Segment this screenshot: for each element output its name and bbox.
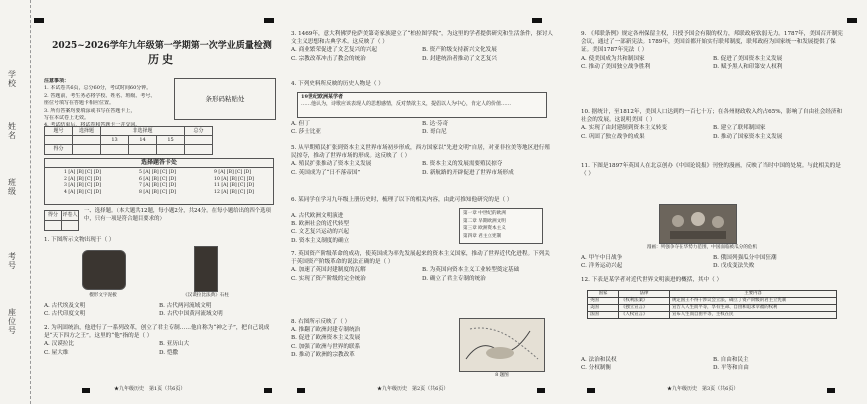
question-4 — [291, 80, 553, 88]
table-cell: 英国 — [588, 298, 619, 305]
notice-line: 2. 答题前，考生务必将学校、姓名、班级、考号、 — [44, 92, 156, 99]
option[interactable]: C. 文艺复兴运动的兴起 — [291, 229, 349, 236]
option[interactable]: B. 资产阶级支持新兴文化发展 — [422, 47, 497, 54]
tablet-image — [82, 250, 126, 290]
question-2 — [44, 324, 274, 357]
answer-card-column[interactable]: 5 [A] [B] [C] [D] 6 [A] [B] [C] [D] 7 [A] [B] [C] [D] 8 [A] [B] [C] [D] — [139, 170, 177, 195]
route-map — [459, 318, 545, 372]
option[interactable]: B. 自由和民主 — [713, 357, 749, 363]
exam-title: 2025~2026学年九年级第一学期第一次学业质量检测 — [52, 41, 272, 51]
option[interactable]: D. 哥白尼 — [422, 129, 447, 136]
option[interactable]: A. 但丁 — [291, 121, 310, 127]
question-11 — [581, 162, 845, 178]
table-cell: 宣告人人生而平等，享有生命、自由和追求幸福的权利 — [670, 305, 837, 312]
page-footer: ★九年级历史 第1页（共6页） — [114, 386, 186, 392]
option[interactable]: C. 实现了资产阶级的完全统治 — [291, 275, 366, 282]
score-cell — [101, 145, 129, 154]
option[interactable]: C. 推动了美国独立战争胜利 — [581, 63, 651, 70]
score-cell — [185, 145, 213, 154]
law-table — [587, 290, 837, 319]
score-cell — [45, 136, 73, 145]
cartoon-image — [659, 204, 737, 244]
source-box — [297, 92, 547, 118]
question-stem: 9. 《邦联条例》规定各州保留主权，只授予国会有限的权力，邦联政府软弱无力。1787年，美国召开制宪会议，通过了一部新宪法。1789年，美国首都开始实行联邦制度，联邦政府为国家统一和发展提供了保证。美国1787年宪法（ ） — [581, 31, 843, 54]
option[interactable]: B. 为英国向资本主义工业转型奠定基础 — [422, 267, 520, 274]
option[interactable]: C. 洋务运动兴起 — [581, 263, 623, 270]
question-5 — [291, 144, 553, 177]
option[interactable]: C. 古代印度文明 — [44, 311, 86, 318]
question-10 — [581, 108, 845, 141]
option[interactable]: C. 屋大维 — [44, 349, 69, 356]
option[interactable]: B. 促进了欧洲资本主义发展 — [291, 335, 361, 342]
answer-card-column[interactable]: 1 [A] [B] [C] [D] 2 [A] [B] [C] [D] 3 [A] [B] [C] [D] 4 [A] [B] [C] [D] — [64, 170, 101, 195]
question-1-options — [44, 302, 274, 318]
contents-line: 第一章 中世纪的欧洲 — [463, 211, 506, 216]
table-header: 国家 — [588, 291, 619, 298]
option[interactable]: D. 平等和自由 — [713, 365, 749, 372]
contents-line: 第四章 君主立宪制 — [463, 233, 502, 239]
cartoon-caption: 漫画：列强争夺在华势力范围，中国面临被瓜分的危机 — [646, 245, 758, 250]
option[interactable]: D. 赋予黑人和印第安人权利 — [713, 63, 783, 70]
source-head: 19世纪欧洲某学者 — [301, 94, 343, 100]
notice-block — [44, 78, 169, 130]
option[interactable]: D. 确立了君主专制的统治 — [422, 275, 486, 282]
table-row — [588, 298, 837, 305]
score-table — [44, 126, 213, 155]
table-cell: 法国 — [588, 312, 619, 319]
option[interactable]: A. 使美国成为共和制国家 — [581, 55, 645, 62]
option[interactable]: A. 汉谟拉比 — [44, 341, 74, 348]
contents-line: 第三章 欧洲资本主义 — [463, 226, 506, 232]
footer-mark — [537, 388, 545, 393]
image-caption: 《汉谟拉比法典》石柱 — [183, 293, 229, 298]
table-cell: 《权利法案》 — [619, 298, 670, 305]
option[interactable]: C. 加强了欧洲与世界的联系 — [291, 343, 361, 350]
table-cell: 规定国王不得干涉议会立法，确立了资产阶级的君主立宪制 — [670, 298, 837, 305]
question-stem: 5. 从早期殖民扩张到资本主义世界市场初步形成，西方国家以“先进文明”自居，对亚非拉美等地区进行殖民掠夺，推动了世界市场的形成。这反映了（ ） — [291, 145, 550, 160]
score-cell — [73, 145, 101, 154]
option[interactable]: D. 封建统治者推动了文艺复兴 — [422, 55, 497, 62]
notice-title: 注意事项： — [44, 78, 70, 84]
score-cell — [185, 136, 213, 145]
binding-label-name: 姓名 — [8, 122, 16, 140]
map-caption: 8 题图 — [495, 373, 509, 378]
score-cell: 14 — [129, 136, 157, 145]
question-11-options — [581, 254, 845, 270]
option[interactable]: D. 戊戌变法失败 — [713, 263, 755, 270]
binding-label-class: 班级 — [8, 178, 16, 196]
option[interactable]: B. 促进了美国资本主义发展 — [713, 55, 783, 62]
page-footer: ★九年级历史 第3页（共6页） — [667, 386, 739, 392]
grader-cell: 评卷人 — [62, 211, 79, 221]
grader-cell: 得分 — [45, 211, 62, 221]
table-header: 主要内容 — [670, 291, 837, 298]
table-row — [588, 312, 837, 319]
footer-mark — [587, 388, 595, 393]
option[interactable]: B. 古代两河流域文明 — [159, 303, 212, 309]
question-stem: 3. 1469年，意大利佛罗伦萨美第奇家族建立了“柏拉图学院”，为这里的学者提供研究和生活条件，探讨人文主义思想和古典学术。这反映了（ ） — [291, 31, 554, 46]
option[interactable]: B. 达·芬奇 — [422, 121, 449, 127]
option[interactable]: B. 欧洲社会的近代转型 — [291, 221, 350, 228]
score-cell: 题号 — [45, 127, 73, 136]
question-stem: 8. 右图所示反映了（ ） — [291, 319, 351, 325]
law-table-wrap — [587, 290, 837, 319]
map-drawing — [460, 319, 544, 371]
binding-label-school: 学校 — [8, 70, 16, 88]
question-8 — [291, 318, 451, 359]
notice-line: 3. 所有答案均要填涂或书写在答题卡上， — [44, 107, 136, 114]
table-cell: 《独立宣言》 — [619, 305, 670, 312]
barcode-area — [174, 78, 276, 120]
option[interactable]: C. 英国成为了“日不落帝国” — [291, 169, 361, 176]
score-cell — [157, 145, 185, 154]
option[interactable]: A. 商业繁荣促进了文艺复兴的兴起 — [291, 47, 377, 54]
footer-mark — [297, 388, 305, 393]
option[interactable]: D. 推动了国家资本主义发展 — [713, 133, 783, 140]
option[interactable]: B. 资本主义的发展需要殖民掠夺 — [422, 161, 503, 168]
page-1 — [34, 0, 280, 404]
score-cell — [129, 145, 157, 154]
binding-label-seat: 座位号 — [8, 308, 16, 335]
score-cell: 得分 — [45, 145, 73, 154]
option[interactable]: D. 恺撒 — [159, 349, 179, 356]
question-6 — [291, 196, 553, 204]
option[interactable]: A. 推翻了欧洲封建专制统治 — [291, 327, 361, 334]
page-3 — [577, 0, 861, 404]
grader-cell — [62, 221, 79, 231]
source-text: ……他认为，诗歌应该表现人的思想感情，反对禁欲主义，提倡以人为中心，肯定人的价值…… — [301, 101, 512, 107]
section-heading: 一、选择题。（本大题共12题，每小题2分，共24分。在每小题给出的四个选项中，只有一项是符合题目要求的） — [84, 208, 271, 222]
answer-card-column[interactable]: 9 [A] [B] [C] [D] 10 [A] [B] [C] [D] 11 [A] [B] [C] [D] 12 [A] [B] [C] [D] — [214, 170, 254, 195]
question-1 — [44, 236, 274, 244]
question-stem: 11. 下图是1897年英国人在北京创办《中国论说报》刊登的漫画，反映了当时中国的处境。与此相关的是（ ） — [581, 163, 841, 178]
grader-table — [44, 210, 79, 231]
table-cell: 《人权宣言》 — [619, 312, 670, 319]
option[interactable]: C. 莎士比亚 — [291, 129, 322, 136]
question-4-options — [291, 120, 553, 136]
question-3 — [291, 30, 553, 63]
option[interactable]: A. 殖民扩张推动了资本主义发展 — [291, 161, 372, 168]
page-2 — [287, 0, 571, 404]
option[interactable]: B. 建立了联邦制国家 — [713, 125, 766, 132]
option[interactable]: D. 资本主义制度的确立 — [291, 237, 350, 244]
option[interactable]: A. 古代埃及文明 — [44, 303, 86, 309]
option[interactable]: B. 亚历山大 — [159, 341, 190, 348]
notice-line: 4. 考试结束后，将试卷和答题卡一并交回。 — [44, 122, 141, 129]
option[interactable]: A. 古代欧洲文明演进 — [291, 213, 344, 219]
question-stem: 12. 下表是某学者对近代世界文明演进的概括，其中（ ） — [581, 277, 723, 283]
footer-mark — [264, 388, 272, 393]
question-12-options — [581, 356, 845, 372]
question-stem: 10. 据统计，至1812年，美国人口达到约一百七十万；在各州财政收入约占65%，影响了自由社会经济和社会的发展。这说明美国（ ） — [581, 109, 843, 124]
question-stem: 6. 某同学在学习九年级上册历史时，梳理了以下的相关内容，由此可推知他研究的是（ ） — [291, 197, 513, 203]
stele-image — [194, 246, 218, 292]
page-footer: ★九年级历史 第2页（共6页） — [377, 386, 449, 392]
contents-box — [459, 208, 543, 244]
option[interactable]: D. 推动了欧洲的宗教改革 — [291, 351, 355, 358]
question-9 — [581, 30, 845, 71]
answer-card-title: 选择题答卡处 — [45, 159, 273, 168]
score-cell: 非选择题 — [101, 127, 185, 136]
question-stem: 4. 下列史料所反映的历史人物是（ ） — [291, 81, 384, 87]
question-12 — [581, 276, 845, 284]
contents-line: 第二章 早期欧洲文明 — [463, 218, 506, 224]
table-cell: 美国 — [588, 305, 619, 312]
option[interactable]: A. 加速了英国封建制度的瓦解 — [291, 267, 366, 274]
option[interactable]: A. 实现了由封建制到资本主义转变 — [581, 125, 667, 132]
footer-mark — [82, 388, 90, 393]
question-stem: 1. 下图所示文物出现于（ ） — [44, 237, 115, 243]
score-cell: 总分 — [185, 127, 213, 136]
grader-cell — [45, 221, 62, 231]
table-cell: 宣布人生而自由平等，主权在民 — [670, 312, 837, 319]
question-7 — [291, 250, 553, 283]
notice-line: 座位号填写在答题卡相应位置。 — [44, 100, 115, 107]
image-caption: 楔形文字泥板 — [89, 293, 117, 298]
option[interactable]: D. 古代中国黄河流域文明 — [159, 311, 223, 318]
score-cell: 13 — [101, 136, 129, 145]
option[interactable]: C. 宗教改革冲击了教会的统治 — [291, 55, 366, 62]
option[interactable]: C. 分权制衡 — [581, 365, 612, 372]
table-header: 法律 — [619, 291, 670, 298]
cartoon-drawing — [660, 205, 736, 243]
barcode-label: 条形码粘贴处 — [205, 94, 245, 103]
score-cell: 选择题 — [73, 127, 101, 136]
exam-subject: 历史 — [148, 53, 176, 66]
question-stem: 7. 英国资产阶级革命的成功，使英国成为率先发展起来的资本主义国家，推动了世界近代化进程。下列关于英国资产阶级革命的说法正确的是（ ） — [291, 251, 550, 266]
option[interactable]: C. 巩固了独立战争的成果 — [581, 133, 645, 140]
notice-line: 写在本试卷上无效。 — [44, 115, 90, 122]
option[interactable]: B. 俄国列强瓜分中国狂潮 — [713, 255, 777, 261]
notice-line: 1. 本试卷共6页，总分60分，考试时间60分钟。 — [44, 85, 152, 92]
option[interactable]: A. 法治和民权 — [581, 357, 617, 363]
binding-strip — [0, 0, 31, 404]
score-cell — [73, 136, 101, 145]
option[interactable]: A. 甲午中日战争 — [581, 255, 623, 261]
question-6-options — [291, 212, 451, 245]
footer-mark — [827, 388, 835, 393]
score-cell: 15 — [157, 136, 185, 145]
question-stem: 2. 为巩固统治，他进行了一系列改革，创立了君主专制……他自称为“神之子”，把自己说成是“天下四方之王”。这里的“他”指的是（ ） — [44, 325, 270, 340]
option[interactable]: D. 新航路的开辟促进了世界市场形成 — [422, 169, 514, 176]
table-row — [588, 305, 837, 312]
binding-label-id: 考号 — [8, 252, 16, 270]
answer-card — [44, 158, 274, 205]
